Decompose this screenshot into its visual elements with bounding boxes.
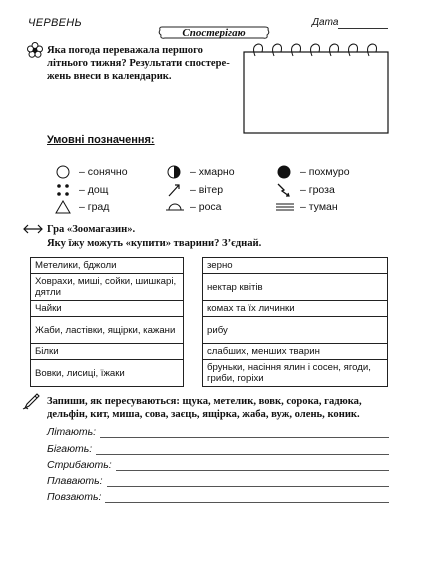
table-row	[203, 274, 388, 301]
game-question: Яку їжу можуть «купити» тварини? З’єднай.	[47, 238, 262, 249]
table-row	[203, 360, 388, 387]
table-row	[203, 317, 388, 344]
weather-task-text	[47, 44, 247, 83]
legend-item-overcast	[276, 165, 350, 179]
write-row-run[interactable]	[47, 443, 389, 455]
pen-icon	[22, 392, 40, 410]
date-input-line[interactable]	[338, 28, 388, 29]
food-cell[interactable]: зерно	[203, 258, 388, 274]
dew-semicircle-icon	[166, 200, 184, 214]
legend-title: Умовні позначення:	[47, 134, 155, 146]
write-row-fly[interactable]	[47, 426, 389, 438]
animal-cell[interactable]: Білки	[31, 344, 184, 360]
date-label: Дата	[312, 17, 339, 28]
food-cell[interactable]: рибу	[203, 317, 388, 344]
double-arrow-icon	[22, 224, 44, 234]
page-title: Спостерігаю	[182, 27, 246, 39]
table-row	[31, 360, 184, 387]
lightning-icon	[276, 183, 294, 197]
write-row-label: Літають:	[47, 426, 97, 438]
write-row-swim[interactable]	[47, 475, 389, 487]
legend-item-hail	[55, 200, 109, 214]
write-row-jump[interactable]	[47, 459, 389, 471]
animal-cell[interactable]: Чайки	[31, 301, 184, 317]
legend-label: – гроза	[300, 184, 335, 196]
animal-cell[interactable]: Метелики, бджоли	[31, 258, 184, 274]
legend-label: – хмарно	[190, 166, 235, 178]
writing-instruction-line: дельфін, кит, миша, сова, заєць, ящірка, жаба, вуж, олень, коник.	[47, 409, 360, 420]
writing-instruction	[47, 395, 397, 421]
table-row	[203, 301, 388, 317]
calendar-notepad[interactable]	[243, 42, 389, 134]
table-row	[203, 258, 388, 274]
fog-lines-icon	[276, 200, 294, 214]
flower-icon	[27, 42, 43, 58]
legend-label: – роса	[190, 201, 222, 213]
table-row	[31, 317, 184, 344]
write-row-label: Повзають:	[47, 491, 102, 503]
legend-label: – град	[79, 201, 110, 213]
weather-task-line: Яка погода переважала першого	[47, 45, 203, 56]
hail-triangle-icon	[55, 200, 73, 214]
write-row-crawl[interactable]	[47, 491, 389, 503]
write-row-label: Бігають:	[47, 443, 93, 455]
animal-cell[interactable]: Вовки, лисиці, їжаки	[31, 360, 184, 387]
animal-cell[interactable]: Ховрахи, миші, сойки, шишкарі, дятли	[31, 274, 184, 301]
table-row	[31, 258, 184, 274]
write-line[interactable]	[116, 460, 389, 471]
legend-label: – сонячно	[79, 166, 128, 178]
write-row-label: Плавають:	[47, 475, 103, 487]
writing-instruction-line: Запиши, як пересуваються: щука, метелик, вовк, сорока, гадюка,	[47, 396, 362, 407]
write-row-label: Стрибають:	[47, 459, 112, 471]
food-cell[interactable]: слабших, менших тварин	[203, 344, 388, 360]
food-cell[interactable]: бруньки, насіння ялин і сосен, ягоди, гриби, горіхи	[203, 360, 388, 387]
table-row	[31, 344, 184, 360]
sun-circle-icon	[55, 165, 73, 179]
write-line[interactable]	[105, 492, 389, 503]
legend-label: – вітер	[190, 184, 224, 196]
table-row	[31, 274, 184, 301]
legend-item-storm	[276, 183, 335, 197]
food-cell[interactable]: нектар квітів	[203, 274, 388, 301]
write-line[interactable]	[96, 444, 389, 455]
write-line[interactable]	[100, 427, 389, 438]
food-cell[interactable]: комах та їх личинки	[203, 301, 388, 317]
write-line[interactable]	[107, 476, 389, 487]
half-circle-icon	[166, 165, 184, 179]
filled-circle-icon	[276, 165, 294, 179]
legend-item-sunny	[55, 165, 128, 179]
weather-task-line: жень внеси в календарик.	[47, 71, 172, 82]
table-row	[31, 301, 184, 317]
foods-table	[202, 257, 388, 387]
legend-item-rain	[55, 183, 108, 197]
weather-task-line: літнього тижня? Результати спостере-	[47, 58, 230, 69]
table-row	[203, 344, 388, 360]
page-month: ЧЕРВЕНЬ	[28, 17, 82, 29]
legend-label: – похмуро	[300, 166, 350, 178]
legend-label: – дощ	[79, 184, 109, 196]
wind-arrow-icon	[166, 183, 184, 197]
legend-item-dew	[166, 200, 222, 214]
game-title: Гра «Зоомагазин».	[47, 224, 136, 235]
legend-label: – туман	[300, 201, 338, 213]
legend-item-fog	[276, 200, 338, 214]
legend-item-wind	[166, 183, 223, 197]
legend-item-cloudy	[166, 165, 235, 179]
animals-table	[30, 257, 184, 387]
rain-dots-icon	[55, 183, 73, 197]
animal-cell[interactable]: Жаби, ластівки, ящірки, кажани	[31, 317, 184, 344]
